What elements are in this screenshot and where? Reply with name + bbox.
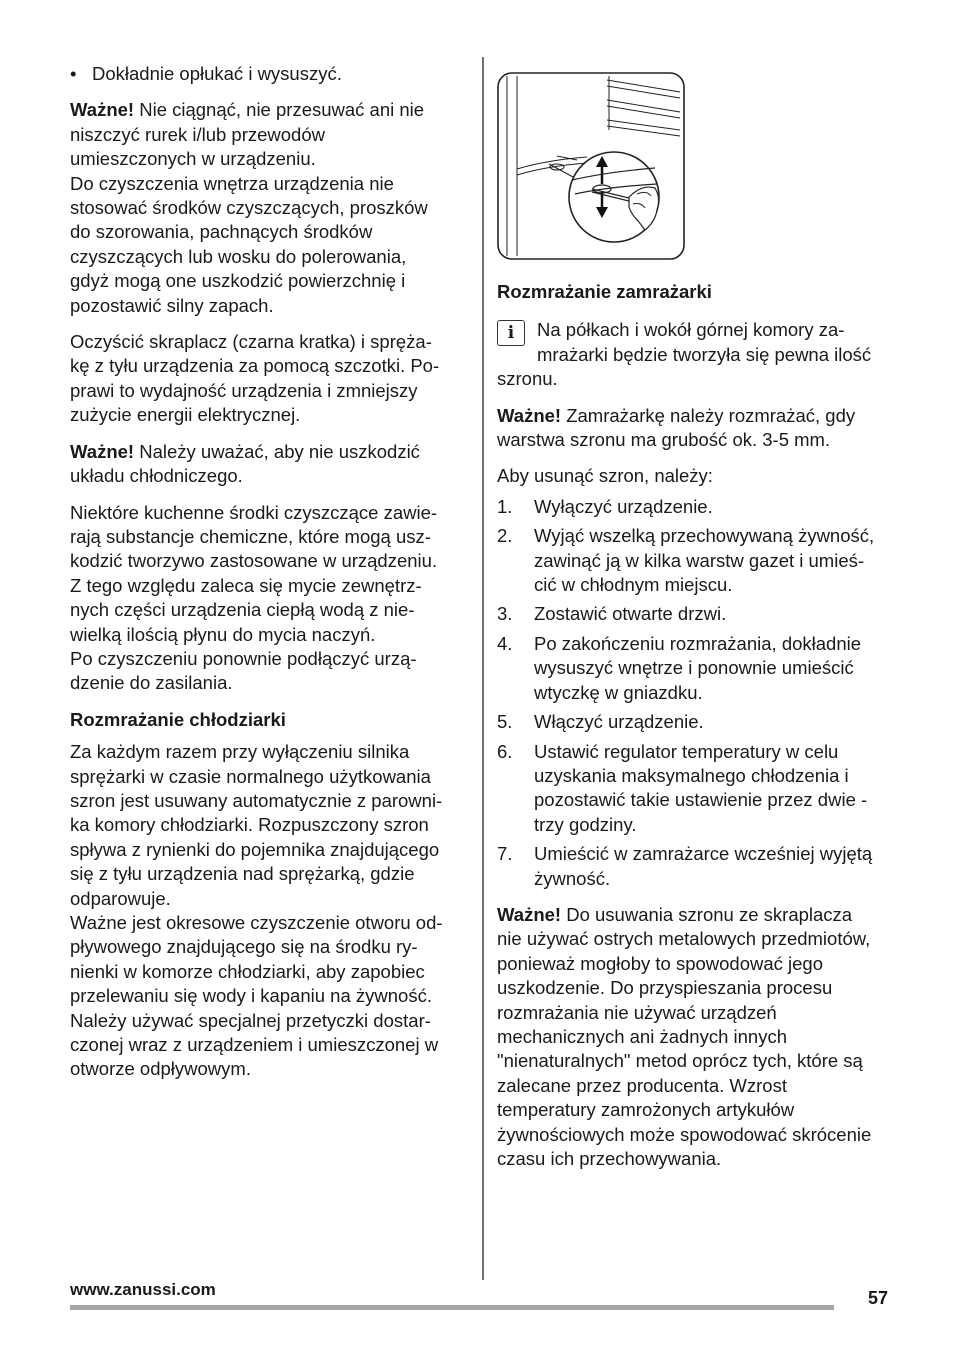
left-column [70,62,470,1094]
warning-paragraph-4: Ważne! Do usuwania szronu ze skraplacza nie używać ostrych metalowych przedmiotów, ponieważ mogłoby to spowodować jego uszkodzenie. Do przyspieszania procesu rozmrażania nie używać urządzeń mechanicznych ani żadnych innych "nienaturalnych" metod oprócz tych, które są zalecane przez producenta. Wzrost temperatury zamrożonych artykułów żywnościowych może spowodować skrócenie czasu ich przechowywania. [497,903,872,1169]
list-item: 2. Wyjąć wszelką przechowywaną żywność, zawinąć ją w kilka warstw gazet i umieś- cić w chłodnym miejscu. [497,525,875,596]
list-item: 5. Włączyć urządzenie. [497,711,704,733]
condenser-paragraph: Oczyścić skraplacz (czarna kratka) i spręża- kę z tyłu urządzenia za pomocą szczotki. Po- prawi to wydajność urządzenia i zmniejszy zużycie energii elektrycznej. [70,331,440,426]
section-heading-fridge-defrost: Rozmrażanie chłodziarki [70,708,286,730]
important-label: Ważne! [70,440,135,462]
page-number: 57 [868,1288,889,1308]
warning-paragraph-3: Ważne! Zamrażarkę należy rozmrażać, gdy warstwa szronu ma grubość ok. 3-5 mm. [497,404,856,451]
important-label: Ważne! [497,903,562,925]
footer-rule [70,1305,834,1310]
footer-website-link[interactable]: www.zanussi.com [70,1280,216,1299]
bullet-text: Dokładnie opłukać i wysuszyć. [92,63,342,84]
drain-hole-illustration [497,72,685,260]
steps-intro: Aby usunąć szron, należy: [497,465,713,487]
fridge-defrost-paragraph: Za każdym razem przy wyłączeniu silnika sprężarki w czasie normalnego użytkowania szron jest usuwany automatycznie z parowni- ka komory chłodziarki. Rozpuszczony szron spływa z rynienki do pojemnika znajdującego się z tyłu urządzenia nad sprężarką, gdzie odparowuje. Ważne jest okresowe czyszczenie otworu od- pływowego znajdującego się na środku ry- nienki w komorze chłodziarki, aby zapobiec przelewaniu się wody i kapaniu na żywność. Należy używać specjalnej przetyczki dostar- czonej wraz z urządzeniem i umieszczonej w otworze odpływowym. [70,741,443,1080]
defrost-steps-list [497,495,897,891]
info-note: i Na półkach i wokół górnej komory za- mrażarki będzie tworzyła się pewna ilość szronu. [497,319,872,390]
warning-paragraph-2: Ważne! Należy uważać, aby nie uszkodzić układu chłodniczego. [70,440,420,487]
list-item: 4. Po zakończeniu rozmrażania, dokładnie wysuszyć wnętrze i ponownie umieścić wtyczkę w gniazdku. [497,632,862,703]
info-icon: i [497,320,525,346]
warning-paragraph-1: Ważne! Nie ciągnąć, nie przesuwać ani nie niszczyć rurek i/lub przewodów umieszczonych w urządzeniu. Do czyszczenia wnętrza urządzenia nie stosować środków czyszczących, proszków do szorowania, pachnących środków czyszczących lub wosku do polerowania, gdyż mogą one uszkodzić powierzchnię i pozostawić silny zapach. [70,99,428,316]
drain-cleaner-diagram [497,72,685,260]
list-item: 1. Wyłączyć urządzenie. [497,495,713,517]
bullet-item [70,62,470,86]
cleaning-agents-paragraph: Niektóre kuchenne środki czyszczące zawie- rają substancje chemiczne, które mogą usz- kodzić tworzywo zastosowane w urządzeniu. Z tego względu zaleca się mycie zewnętrz- nych części urządzenia ciepłą wodą z nie- wielką ilością płynu do mycia naczyń. Po czyszczeniu ponownie podłączyć urzą- dzenie do zasilania. [70,501,438,694]
right-column [497,280,897,1183]
column-divider [482,57,484,1280]
list-item: 6. Ustawić regulator temperatury w celu uzyskania maksymalnego chłodzenia i pozostawić takie ustawienie przez dwie - trzy godziny. [497,740,868,835]
important-label: Ważne! [497,404,562,426]
important-label: Ważne! [70,99,135,121]
bullet-symbol: • [70,63,77,84]
list-item: 3. Zostawić otwarte drzwi. [497,603,727,625]
section-heading-freezer-defrost: Rozmrażanie zamrażarki [497,281,712,302]
list-item: 7. Umieścić w zamrażarce wcześniej wyjętą żywność. [497,843,873,889]
